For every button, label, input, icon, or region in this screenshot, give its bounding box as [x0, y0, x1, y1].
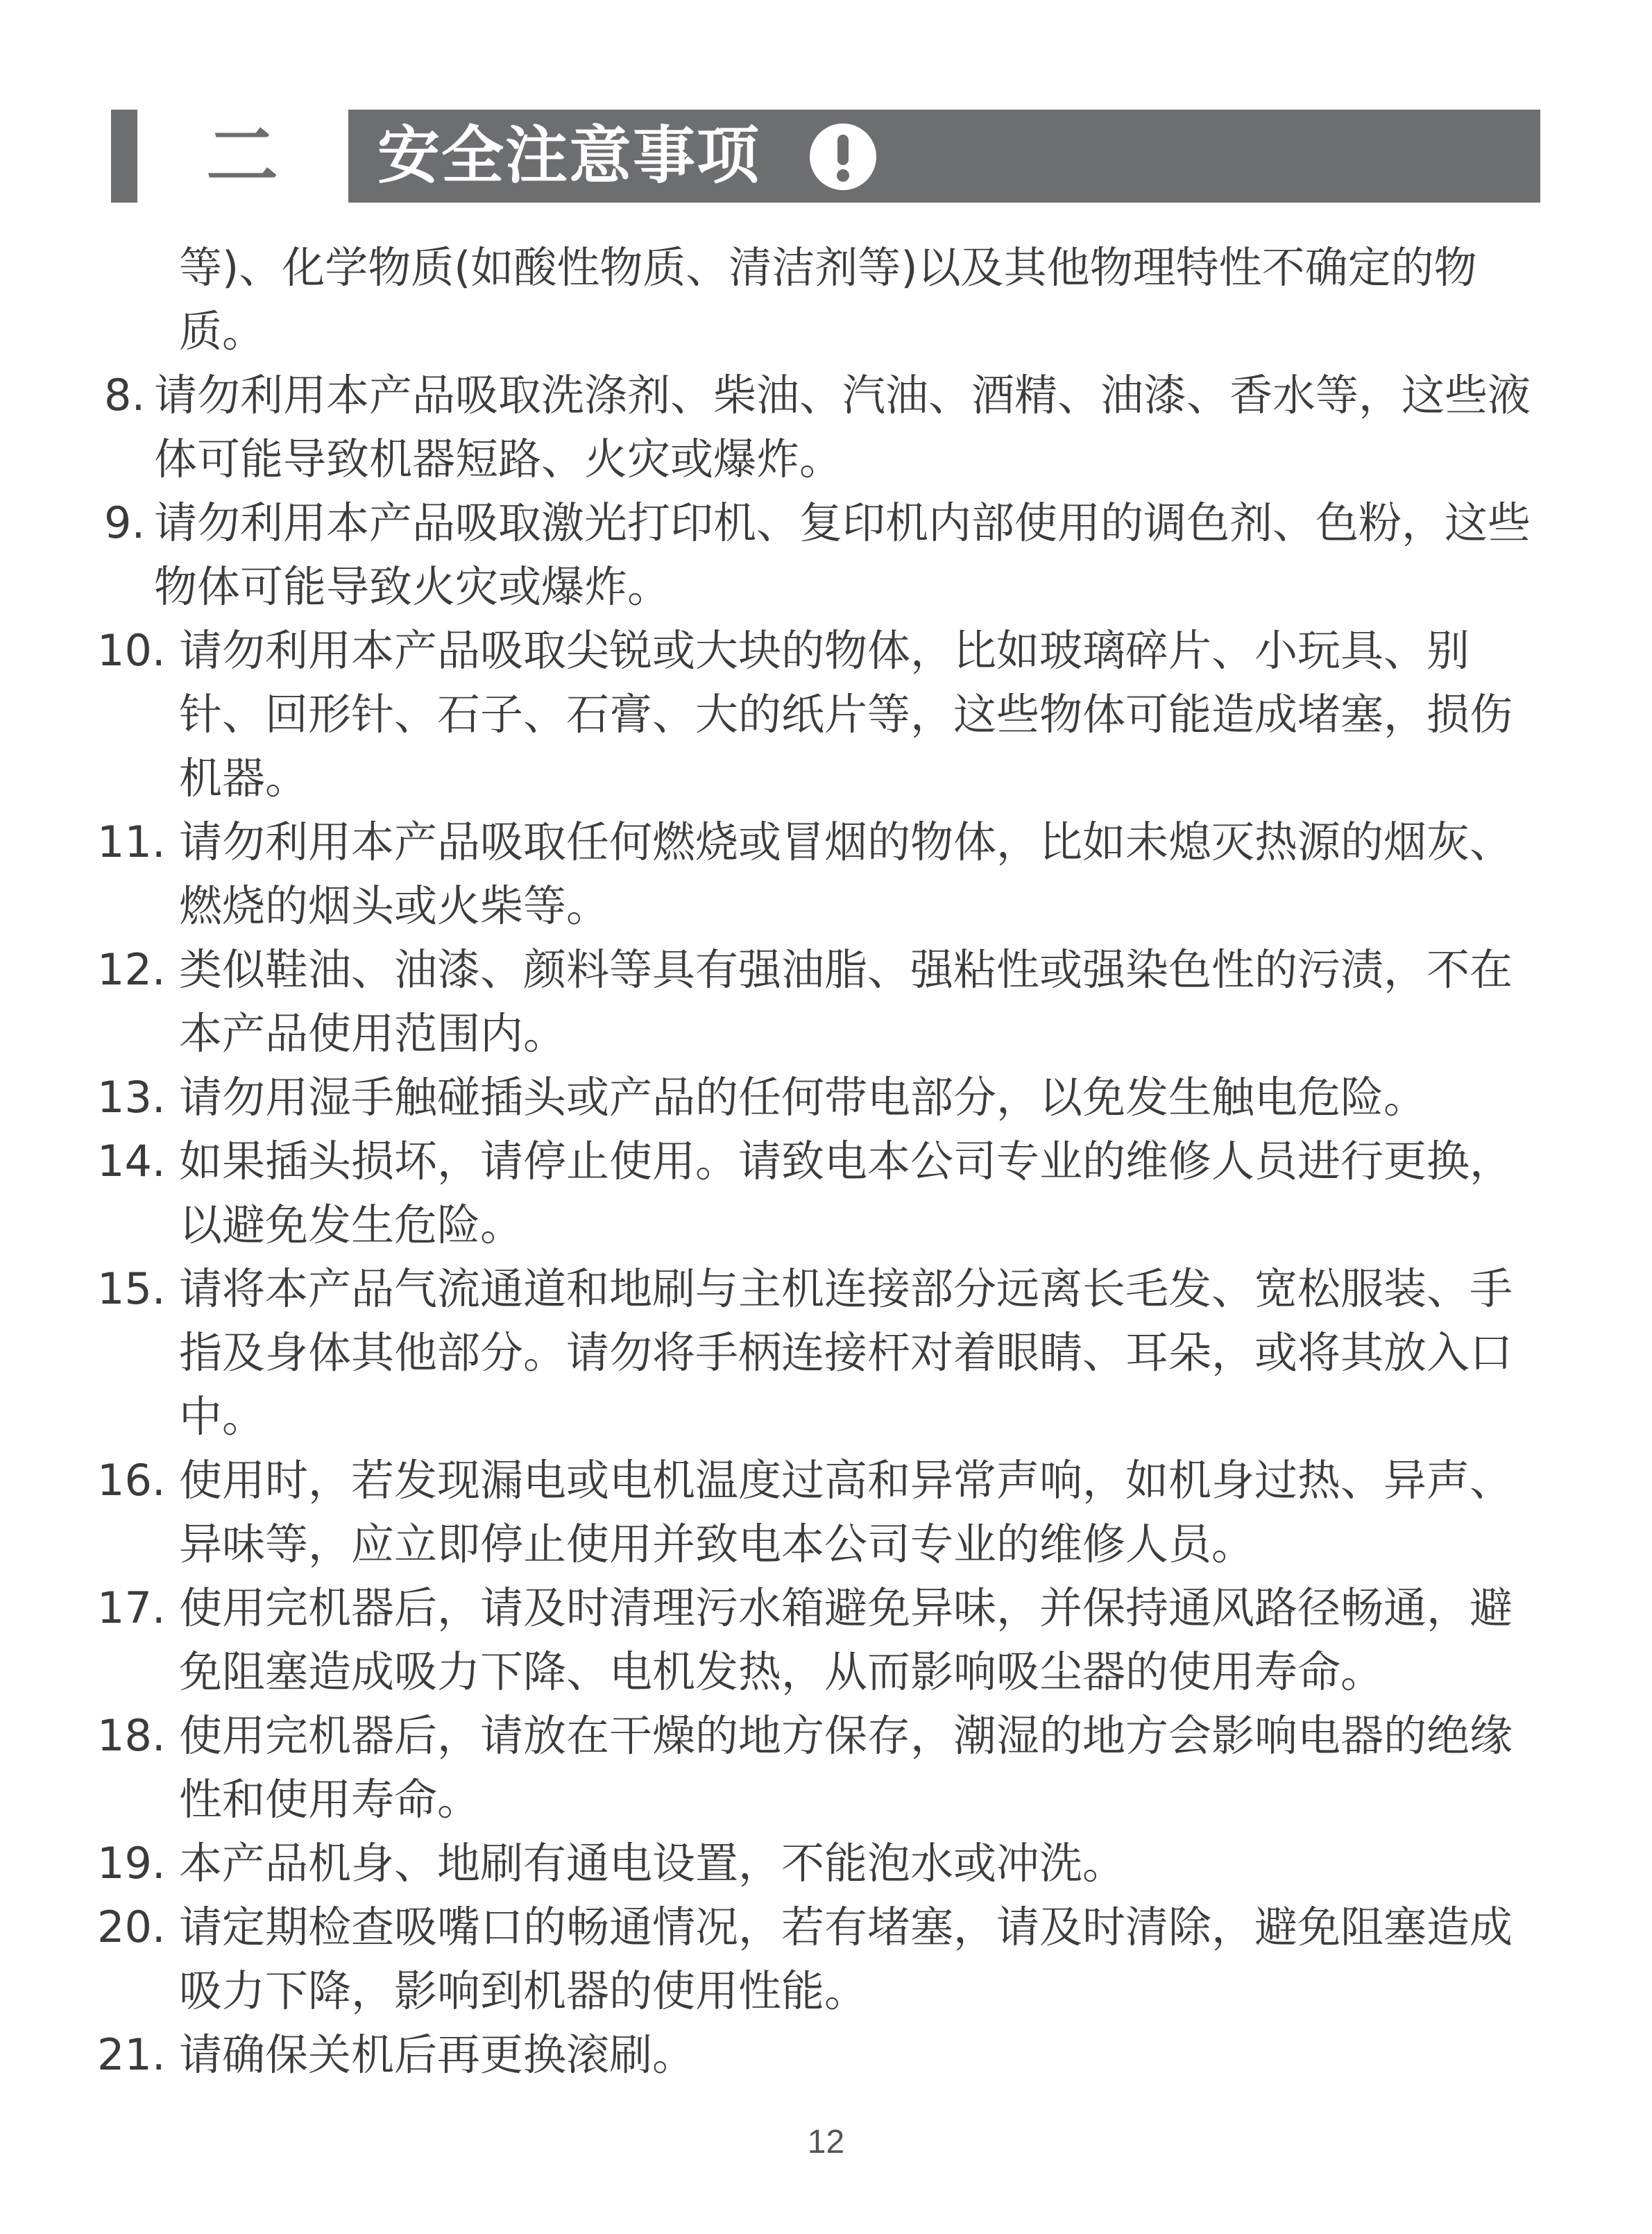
section-title: 安全注意事项: [377, 119, 760, 192]
item-text: 等)、化学物质(如酸性物质、清洁剂等)以及其他物理特性不确定的物质。: [179, 242, 1477, 357]
list-item: [104, 236, 1547, 364]
item-text: 请勿用湿手触碰插头或产品的任何带电部分，以免发生触电危险。: [179, 1072, 1427, 1123]
header-left-bar: [111, 110, 137, 203]
list-item: [97, 619, 1547, 810]
exclamation-icon: [810, 123, 876, 190]
list-item: [97, 810, 1547, 938]
item-text: 使用时，若发现漏电或电机温度过高和异常声响，如机身过热、异声、异味等，应立即停止使用并致电本公司专业的维修人员。: [179, 1455, 1513, 1569]
item-number: 11.: [97, 817, 166, 867]
item-text: 使用完机器后，请及时清理污水箱避免异味，并保持通风路径畅通，避免阻塞造成吸力下降、电机发热，从而影响吸尘器的使用寿命。: [179, 1583, 1513, 1697]
item-number: 17.: [97, 1583, 166, 1633]
item-text: 请确保关机后再更换滚刷。: [179, 2029, 696, 2080]
list-item: [97, 1832, 1547, 1895]
item-text: 请定期检查吸嘴口的畅通情况，若有堵塞，请及时清除，避免阻塞造成吸力下降，影响到机器的使用性能。: [179, 1902, 1513, 2016]
item-number: 15.: [97, 1263, 166, 1314]
section-number: 二: [205, 114, 278, 198]
list-item: [97, 2023, 1547, 2087]
item-text: 请勿利用本产品吸取尖锐或大块的物体，比如玻璃碎片、小玩具、别针、回形针、石子、石膏、大的纸片等，这些物体可能造成堵塞，损伤机器。: [179, 625, 1513, 803]
list-item: [97, 1066, 1547, 1129]
item-number: 10.: [97, 625, 166, 676]
list-item: [97, 1576, 1547, 1704]
item-number: 8.: [104, 370, 146, 420]
safety-list: [97, 236, 1547, 2087]
page-number: 12: [807, 2124, 845, 2160]
list-item: [104, 491, 1547, 619]
item-text: 类似鞋油、油漆、颜料等具有强油脂、强粘性或强染色性的污渍，不在本产品使用范围内。: [179, 944, 1513, 1059]
item-text: 请勿利用本产品吸取洗涤剂、柴油、汽油、酒精、油漆、香水等，这些液体可能导致机器短路、火灾或爆炸。: [154, 370, 1531, 484]
item-number: 19.: [97, 1838, 166, 1888]
item-number: 9.: [104, 497, 146, 548]
list-item: [104, 364, 1547, 491]
item-text: 请勿利用本产品吸取激光打印机、复印机内部使用的调色剂、色粉，这些物体可能导致火灾或爆炸。: [154, 497, 1531, 612]
list-item: [97, 938, 1547, 1066]
list-item: [97, 1129, 1547, 1257]
list-item: [97, 1257, 1547, 1449]
item-number: 16.: [97, 1455, 166, 1506]
item-number: 12.: [97, 944, 166, 995]
item-text: 请勿利用本产品吸取任何燃烧或冒烟的物体，比如未熄灭热源的烟灰、燃烧的烟头或火柴等。: [179, 817, 1513, 931]
item-number: 13.: [97, 1072, 166, 1123]
item-number: 14.: [97, 1136, 166, 1186]
item-number: 21.: [97, 2029, 166, 2080]
item-number: 18.: [97, 1710, 166, 1761]
list-item: [97, 1895, 1547, 2023]
list-item: [97, 1449, 1547, 1576]
list-item: [97, 1704, 1547, 1832]
item-text: 如果插头损坏，请停止使用。请致电本公司专业的维修人员进行更换，以避免发生危险。: [179, 1136, 1513, 1250]
section-header: [111, 110, 1540, 203]
item-text: 使用完机器后，请放在干燥的地方保存，潮湿的地方会影响电器的绝缘性和使用寿命。: [179, 1710, 1513, 1825]
item-number: 20.: [97, 1902, 166, 1952]
header-title-box: [348, 110, 1540, 203]
item-text: 本产品机身、地刷有通电设置，不能泡水或冲洗。: [179, 1838, 1126, 1888]
item-text: 请将本产品气流通道和地刷与主机连接部分远离长毛发、宽松服装、手指及身体其他部分。请勿将手柄连接杆对着眼睛、耳朵，或将其放入口中。: [179, 1263, 1513, 1442]
